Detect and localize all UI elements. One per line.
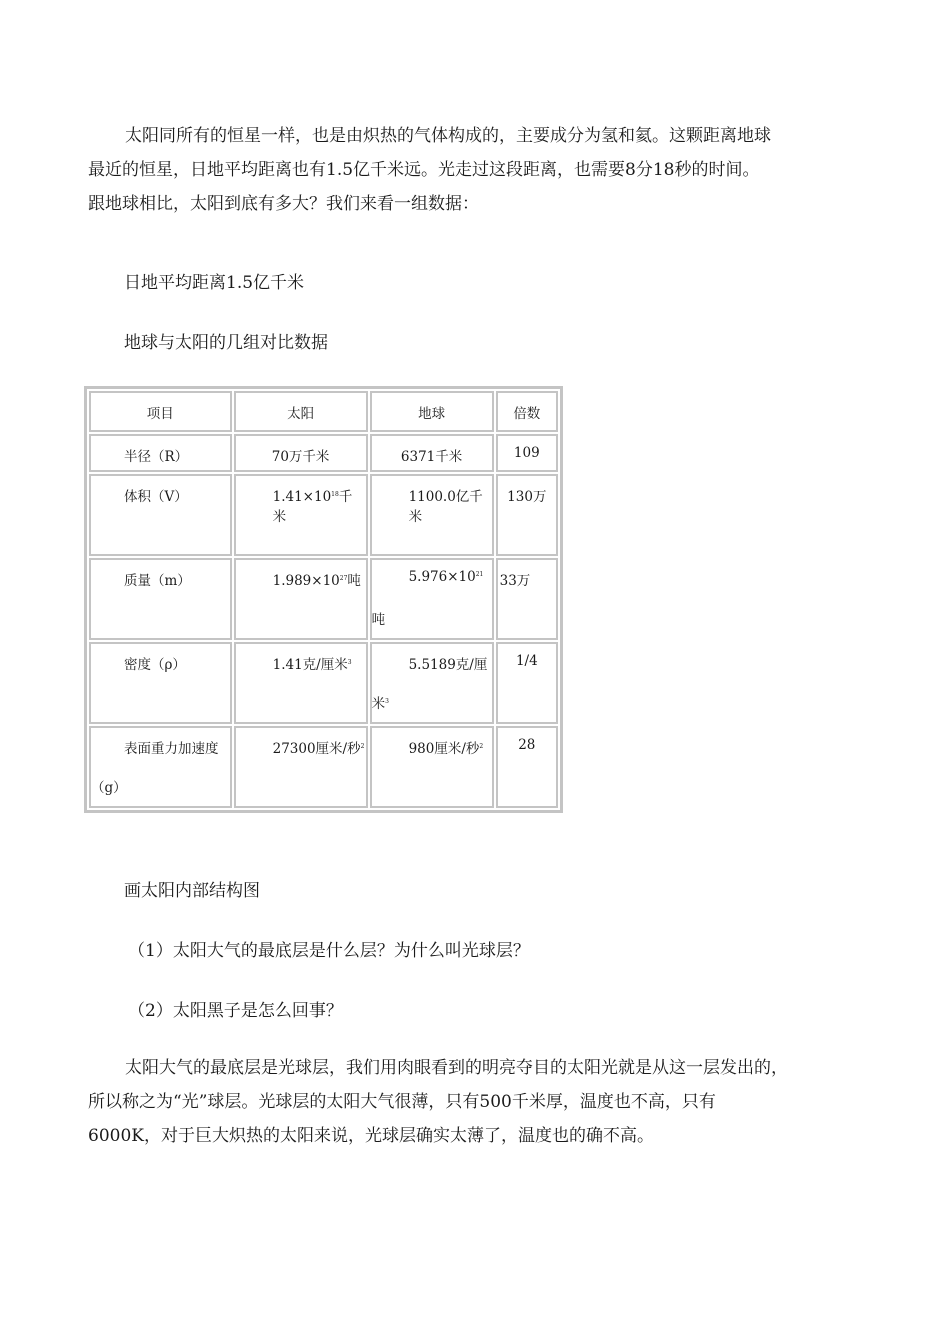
- row-earth-wrap: 吨: [371, 612, 386, 628]
- row-ratio: 130万: [507, 489, 547, 505]
- header-earth: 地球: [418, 406, 446, 422]
- answer-line-2: 所以称之为“光”球层。光球层的太阳大气很薄，只有500千米厚，温度也不高，只有: [88, 1092, 716, 1112]
- header-item: 项目: [146, 406, 174, 422]
- intro-line-2: 最近的恒星，日地平均距离也有1.5亿千米远。光走过这段距离，也需要8分18秒的时间。: [88, 160, 760, 180]
- table-row: [89, 726, 558, 808]
- table-row: [89, 474, 558, 556]
- comparison-table: [84, 386, 563, 813]
- row-item: 密度（ρ）: [124, 657, 186, 673]
- table-header-row: [89, 391, 558, 432]
- row-ratio: 1/4: [515, 653, 538, 669]
- intro-line-3: 跟地球相比，太阳到底有多大？我们来看一组数据：: [88, 194, 479, 214]
- header-ratio: 倍数: [513, 406, 541, 422]
- row-sun: 1.41克/厘米$^3$: [272, 657, 352, 673]
- distance-line: 日地平均距离1.5亿千米: [124, 273, 305, 293]
- header-sun: 太阳: [287, 406, 315, 422]
- row-earth: 980厘米/秒$^2$: [408, 741, 484, 757]
- row-ratio: 33万: [499, 573, 531, 589]
- row-sun: $1.989\times 10^{27}$吨: [272, 573, 361, 589]
- row-item: 表面重力加速度: [124, 741, 219, 757]
- question-1: （1）太阳大气的最底层是什么层？为什么叫光球层？: [128, 941, 530, 961]
- table-row: [89, 642, 558, 724]
- answer-line-1: 太阳大气的最底层是光球层，我们用肉眼看到的明亮夺目的太阳光就是从这一层发出的，: [125, 1058, 788, 1078]
- intro-paragraph: [88, 119, 868, 221]
- intro-line-1: 太阳同所有的恒星一样，也是由炽热的气体构成的，主要成分为氢和氦。这颗距离地球: [125, 126, 771, 146]
- row-earth-wrap: 米$^3$: [371, 696, 389, 712]
- row-ratio: 28: [518, 737, 536, 753]
- row-item: 体积（V）: [124, 489, 188, 505]
- table-row: [89, 558, 558, 640]
- row-ratio: 109: [513, 445, 540, 461]
- drawing-task: 画太阳内部结构图: [124, 881, 260, 901]
- table-title: 地球与太阳的几组对比数据: [124, 333, 328, 353]
- row-sun: $1.41\times 10^{18}$千米: [272, 489, 353, 525]
- row-item: 半径（R）: [124, 449, 189, 465]
- row-earth: $5.976\times 10^{21}$: [408, 569, 484, 585]
- row-sun: 27300厘米/秒$^2$: [272, 741, 365, 757]
- answer-paragraph: [88, 1051, 868, 1153]
- table-row: [89, 434, 558, 472]
- answer-line-3: 6000K，对于巨大炽热的太阳来说，光球层确实太薄了，温度也的确不高。: [88, 1126, 654, 1146]
- row-earth: 6371千米: [400, 449, 463, 465]
- question-2: （2）太阳黑子是怎么回事？: [128, 1001, 343, 1021]
- row-earth: 1100.0亿千米: [408, 489, 483, 525]
- row-sun: 70万千米: [271, 449, 330, 465]
- row-item-wrap: （g）: [91, 780, 127, 796]
- row-earth: 5.5189克/厘: [408, 657, 488, 673]
- row-item: 质量（m）: [124, 573, 191, 589]
